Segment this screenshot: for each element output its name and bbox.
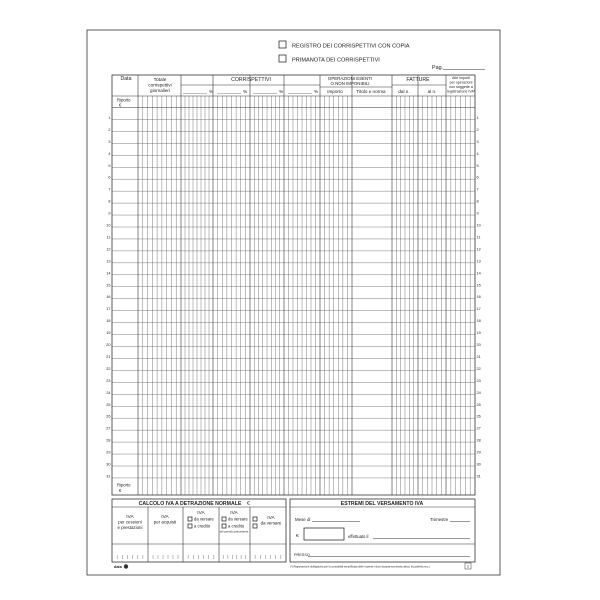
periodo-precedente-note: del periodo precedente [219, 529, 249, 534]
col-header-totale-line3: giornalieri [150, 88, 170, 93]
day-number-right: 7 [476, 187, 479, 192]
day-number-right: 31 [476, 474, 481, 479]
col-header-titolo: Titolo e norma [356, 89, 386, 94]
day-number-left: 25 [106, 402, 111, 407]
iva-precedente-label: IVA [230, 511, 238, 516]
registro-checkbox-label: REGISTRO DEI CORRISPETTIVI CON COPIA [292, 43, 410, 50]
day-number-right: 21 [476, 354, 481, 359]
day-number-right: 27 [476, 426, 481, 431]
day-number-right: 28 [476, 438, 481, 443]
rate-percent-sign: % [209, 90, 214, 95]
day-number-left: 31 [106, 474, 111, 479]
day-number-left: 1 [108, 115, 111, 120]
day-number-left: 20 [106, 343, 111, 347]
versamento-data-label: effettuato il [348, 534, 369, 539]
day-number-left: 10 [106, 223, 111, 228]
day-number-left: 7 [108, 187, 111, 192]
day-number-right: 24 [476, 390, 481, 395]
day-number-right: 12 [476, 247, 481, 252]
day-number-left: 18 [106, 319, 111, 324]
day-number-left: 14 [106, 271, 111, 276]
trimestre-label: Trimestre [430, 517, 449, 522]
page-border [87, 30, 500, 575]
day-number-left: 11 [106, 235, 111, 240]
precedente-da-versare-label: da versare [228, 516, 248, 522]
day-number-right: 30 [476, 462, 481, 467]
riporto-top-label: Riporto [117, 97, 131, 103]
day-number-left: 5 [108, 163, 111, 168]
day-number-left: 19 [106, 331, 111, 336]
col-header-al: al n. [427, 89, 437, 94]
iva-acquisti-line1: IVA [161, 515, 169, 520]
iva-da-versare-line2: da versare [260, 520, 282, 526]
calcolo-currency: € [247, 501, 250, 507]
col-header-corrispettivi: CORRISPETTIVI [231, 77, 271, 83]
day-number-right: 26 [476, 414, 481, 419]
day-number-right: 4 [476, 151, 479, 156]
col-header-importo: Importo [327, 89, 343, 94]
day-number-right: 16 [476, 295, 481, 300]
day-number-left: 24 [106, 390, 111, 395]
riporto-bottom-currency: € [119, 488, 122, 493]
day-number-right: 3 [476, 139, 479, 144]
day-number-left: 3 [108, 139, 111, 144]
day-number-left: 8 [108, 199, 111, 204]
day-number-right: 8 [476, 199, 479, 204]
col-header-operazioni-line2: O NON IMPONIBILI [330, 81, 370, 86]
primanota-checkbox[interactable] [279, 55, 286, 62]
registro-checkbox[interactable] [279, 41, 286, 48]
iva-cessioni-line1: IVA [126, 515, 134, 520]
col-header-operazioni-line1: OPERAZIONI ESENTI [327, 76, 373, 81]
day-number-right: 15 [476, 283, 481, 288]
riporto-bottom-label: Riporto [117, 482, 131, 488]
day-number-left: 30 [106, 462, 111, 467]
day-number-right: 2 [476, 127, 479, 132]
iva-da-versare-line1: IVA [267, 516, 275, 521]
totale-iva-checkbox-1[interactable] [253, 517, 257, 521]
estremi-title: ESTREMI DEL VERSAMENTO IVA [340, 501, 424, 507]
col-header-data: Data [120, 76, 132, 82]
day-number-left: 2 [108, 127, 111, 132]
day-number-right: 14 [476, 271, 481, 276]
day-number-left: 12 [106, 247, 111, 252]
rate-percent-sign: % [314, 90, 319, 95]
day-number-right: 17 [476, 307, 481, 312]
rate-percent-sign: % [279, 90, 284, 95]
day-number-right: 18 [476, 319, 481, 324]
day-number-left: 23 [106, 378, 111, 383]
day-number-left: 22 [106, 366, 111, 371]
page-number: 1 [466, 563, 470, 569]
day-number-left: 13 [106, 259, 111, 264]
day-number-right: 29 [476, 450, 481, 455]
totale-iva-checkbox-2[interactable] [253, 524, 257, 528]
day-number-left: 9 [108, 211, 111, 216]
day-number-right: 25 [476, 402, 481, 407]
col-header-altri-line1: Altri importi [452, 76, 470, 80]
day-number-right: 9 [476, 211, 479, 216]
precedente-a-credito-checkbox[interactable] [222, 524, 226, 528]
mese-label: Mese di [295, 517, 311, 522]
col-header-totale-line1: Totale [153, 78, 167, 83]
day-number-right: 1 [476, 115, 479, 120]
iva-acquisti-line2: per acquisti [153, 519, 177, 525]
calcolo-title: CALCOLO IVA A DETRAZIONE NORMALE [138, 501, 242, 507]
col-header-fatture: FATTURE [406, 77, 430, 83]
day-number-left: 6 [108, 175, 111, 180]
day-number-right: 10 [476, 223, 481, 228]
day-number-left: 26 [106, 414, 111, 419]
day-number-left: 4 [108, 151, 111, 156]
day-number-right: 6 [476, 175, 479, 180]
day-number-left: 15 [106, 283, 111, 288]
iva-cessioni-line3: e prestazioni [117, 525, 143, 530]
periodo-da-versare-label: da versare [194, 516, 214, 522]
col-header-altri-line2: per operazioni [449, 80, 473, 85]
day-number-right: 19 [476, 331, 481, 336]
periodo-da-versare-checkbox[interactable] [188, 517, 192, 521]
rate-percent-sign: % [243, 90, 248, 95]
day-number-left: 21 [106, 354, 111, 359]
brand-logo-text: data [114, 565, 122, 569]
col-header-dal: dal n. [398, 89, 410, 94]
day-number-right: 23 [476, 378, 481, 383]
presso-label: PRESSO [294, 553, 310, 557]
day-number-right: 20 [476, 343, 481, 347]
versamento-currency: € [296, 534, 299, 539]
brand-logo-icon [124, 564, 128, 568]
precedente-a-credito-label: a credito [228, 523, 245, 529]
precedente-da-versare-checkbox[interactable] [222, 517, 226, 521]
riporto-top-currency: € [119, 102, 122, 108]
versamento-amount-field[interactable] [304, 528, 344, 540]
day-number-right: 5 [476, 163, 479, 168]
day-number-right: 11 [476, 235, 481, 240]
iva-periodo-label: IVA [197, 511, 205, 516]
day-number-left: 29 [106, 450, 111, 455]
day-number-left: 28 [106, 438, 111, 443]
day-number-left: 17 [106, 307, 111, 312]
page-number-label: Pag. [432, 65, 444, 71]
iva-cessioni-line2: per cessioni [118, 519, 142, 525]
col-header-altri-line3: non soggette a [449, 85, 473, 89]
day-number-left: 27 [106, 426, 111, 431]
col-header-altri-line4: registrazione IVA* [446, 89, 476, 94]
day-number-right: 13 [476, 259, 481, 264]
day-number-left: 16 [106, 295, 111, 300]
col-header-totale-line2: corrispettivi [148, 82, 172, 88]
footer-note: (*) Registrazione obbligatoria per la contabilità semplificata delle imprese minori (soprannumeraria attiva, fiscodiretta ecc.) [290, 565, 430, 569]
periodo-a-credito-checkbox[interactable] [188, 524, 192, 528]
primanota-checkbox-label: PRIMANOTA DEI CORRISPETTIVI [292, 57, 380, 64]
day-number-right: 22 [476, 366, 481, 371]
periodo-a-credito-label: a credito [194, 523, 211, 529]
